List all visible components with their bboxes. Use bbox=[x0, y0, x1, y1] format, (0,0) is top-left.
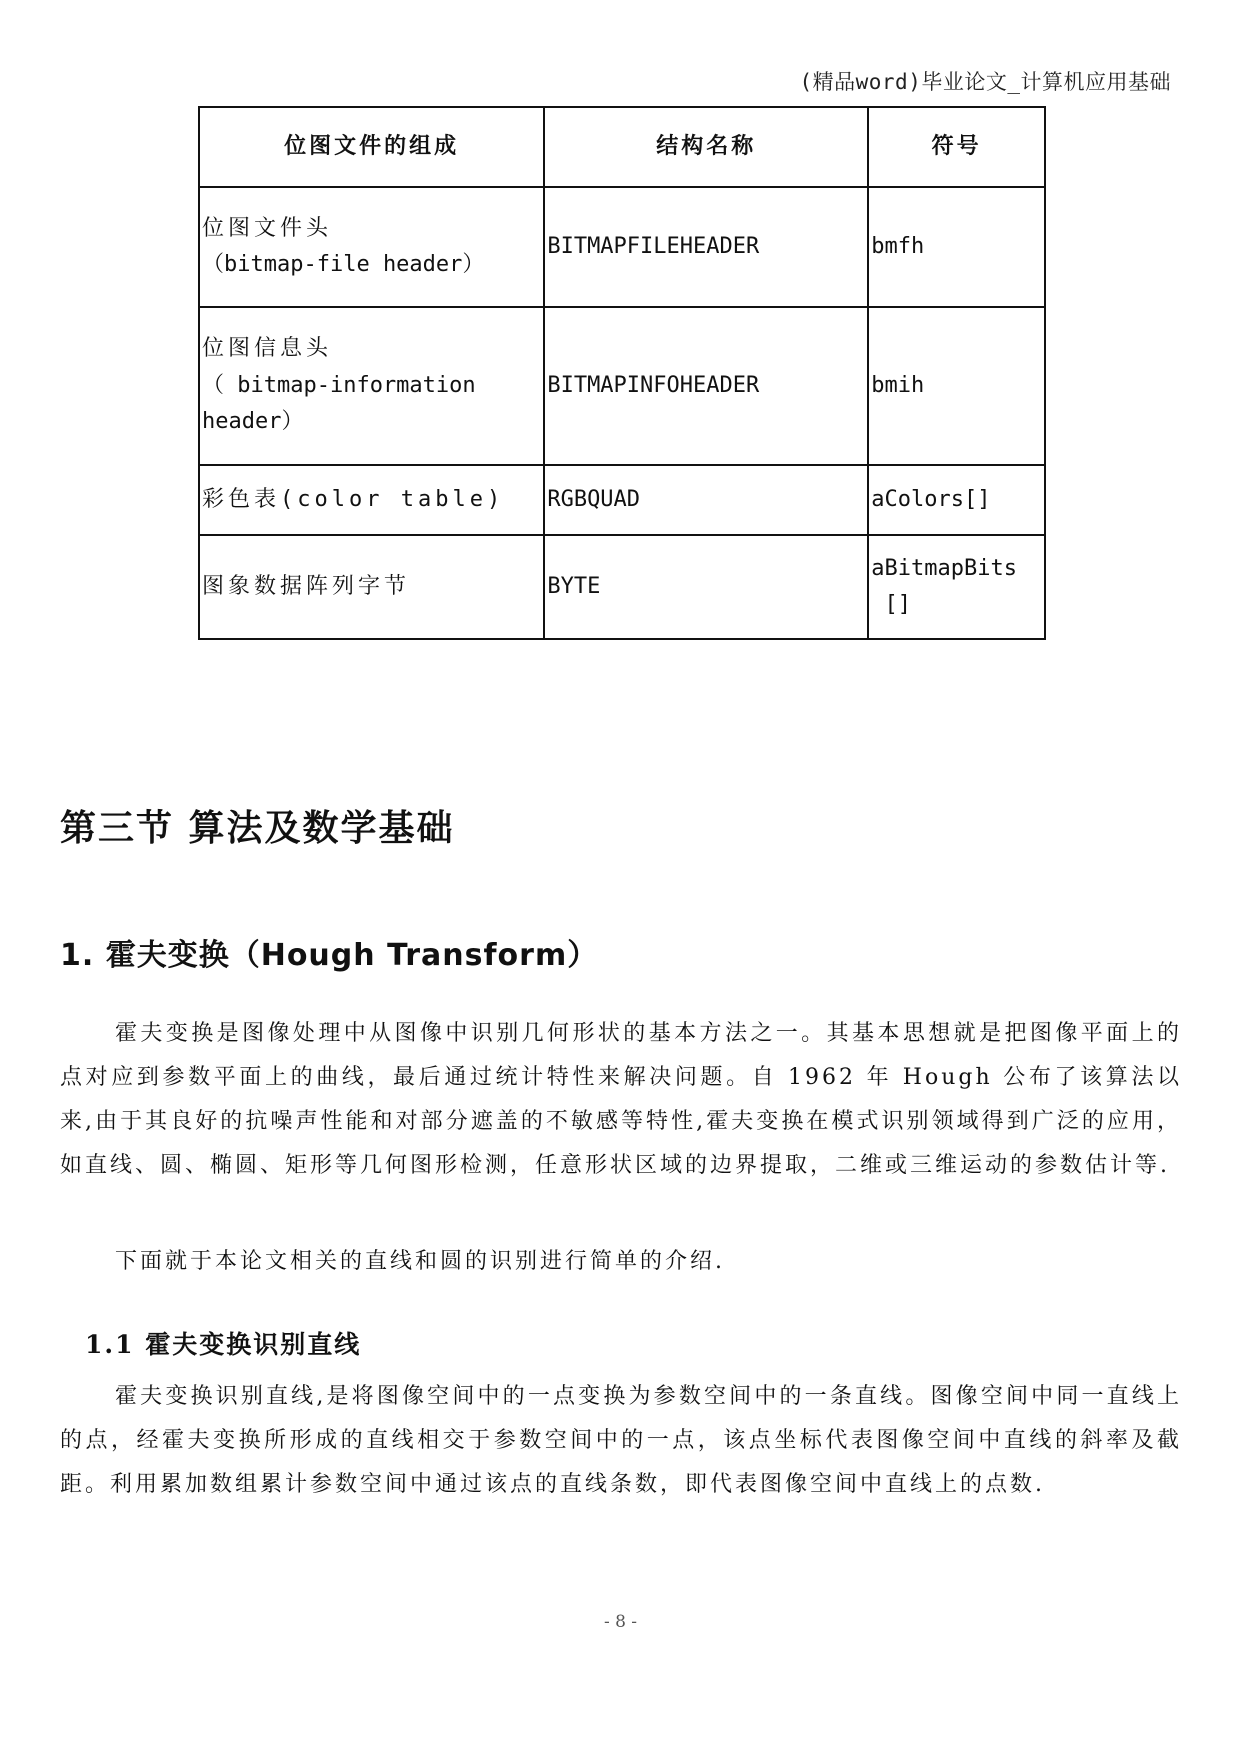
structure-name-cell: BYTE bbox=[544, 535, 868, 639]
composition-cell bbox=[199, 307, 544, 465]
table-header-row bbox=[199, 107, 1045, 187]
symbol-line: aColors[] bbox=[871, 486, 991, 512]
composition-cell bbox=[199, 465, 544, 535]
table-row bbox=[199, 187, 1045, 307]
composition-line: header） bbox=[202, 409, 304, 435]
subsection-heading: 1. 霍夫变换（Hough Transform） bbox=[60, 938, 599, 973]
symbol-cell bbox=[868, 535, 1045, 639]
body-paragraph: 霍夫变换识别直线,是将图像空间中的一点变换为参数空间中的一条直线。图像空间中同一直线上的点，经霍夫变换所形成的直线相交于参数空间中的一点，该点坐标代表图像空间中直线的斜率及截距。利用累加数组累计参数空间中通过该点的直线条数，即代表图像空间中直线上的点数. bbox=[60, 1384, 1182, 1497]
table-row bbox=[199, 535, 1045, 639]
subsubsection-heading: 1.1 霍夫变换识别直线 bbox=[85, 1330, 362, 1359]
bitmap-structure-table bbox=[198, 106, 1046, 640]
page-number: - 8 - bbox=[603, 1612, 638, 1632]
table-row bbox=[199, 465, 1045, 535]
symbol-line: aBitmapBits bbox=[871, 555, 1017, 581]
running-header: (精品word)毕业论文_计算机应用基础 bbox=[799, 70, 1171, 94]
symbol-line: [] bbox=[871, 592, 911, 617]
body-paragraph: 下面就于本论文相关的直线和圆的识别进行简单的介绍. bbox=[115, 1249, 725, 1274]
column-header-structure-name: 结构名称 bbox=[544, 107, 868, 187]
composition-line: 图象数据阵列字节 bbox=[202, 573, 411, 599]
symbol-cell bbox=[868, 187, 1045, 307]
symbol-cell bbox=[868, 465, 1045, 535]
section-heading: 第三节 算法及数学基础 bbox=[60, 808, 455, 849]
symbol-cell bbox=[868, 307, 1045, 465]
structure-name-cell: BITMAPFILEHEADER bbox=[544, 187, 868, 307]
structure-name-cell: BITMAPINFOHEADER bbox=[544, 307, 868, 465]
column-header-symbol: 符号 bbox=[868, 107, 1045, 187]
composition-line: 位图文件头 bbox=[202, 215, 333, 241]
column-header-composition: 位图文件的组成 bbox=[199, 107, 544, 187]
composition-line: 彩色表(color table) bbox=[202, 486, 505, 512]
composition-line: 位图信息头 bbox=[202, 336, 333, 362]
composition-cell bbox=[199, 187, 544, 307]
composition-cell bbox=[199, 535, 544, 639]
symbol-line: bmih bbox=[871, 372, 925, 398]
structure-name-cell: RGBQUAD bbox=[544, 465, 868, 535]
table-row bbox=[199, 307, 1045, 465]
composition-line: （ bitmap-information bbox=[202, 372, 476, 398]
composition-line: （bitmap-file header） bbox=[202, 252, 485, 277]
symbol-line: bmfh bbox=[871, 233, 925, 259]
body-paragraph: 霍夫变换是图像处理中从图像中识别几何形状的基本方法之一。其基本思想就是把图像平面上的点对应到参数平面上的曲线，最后通过统计特性来解决问题。自 1962 年 Hough 公布了该算法以来,由于其良好的抗噪声性能和对部分遮盖的不敏感等特性,霍夫变换在模式识别领域得到广泛的应用，如直线、圆、椭圆、矩形等几何图形检测，任意形状区域的边界提取，二维或三维运动的参数估计等. bbox=[60, 1021, 1182, 1178]
